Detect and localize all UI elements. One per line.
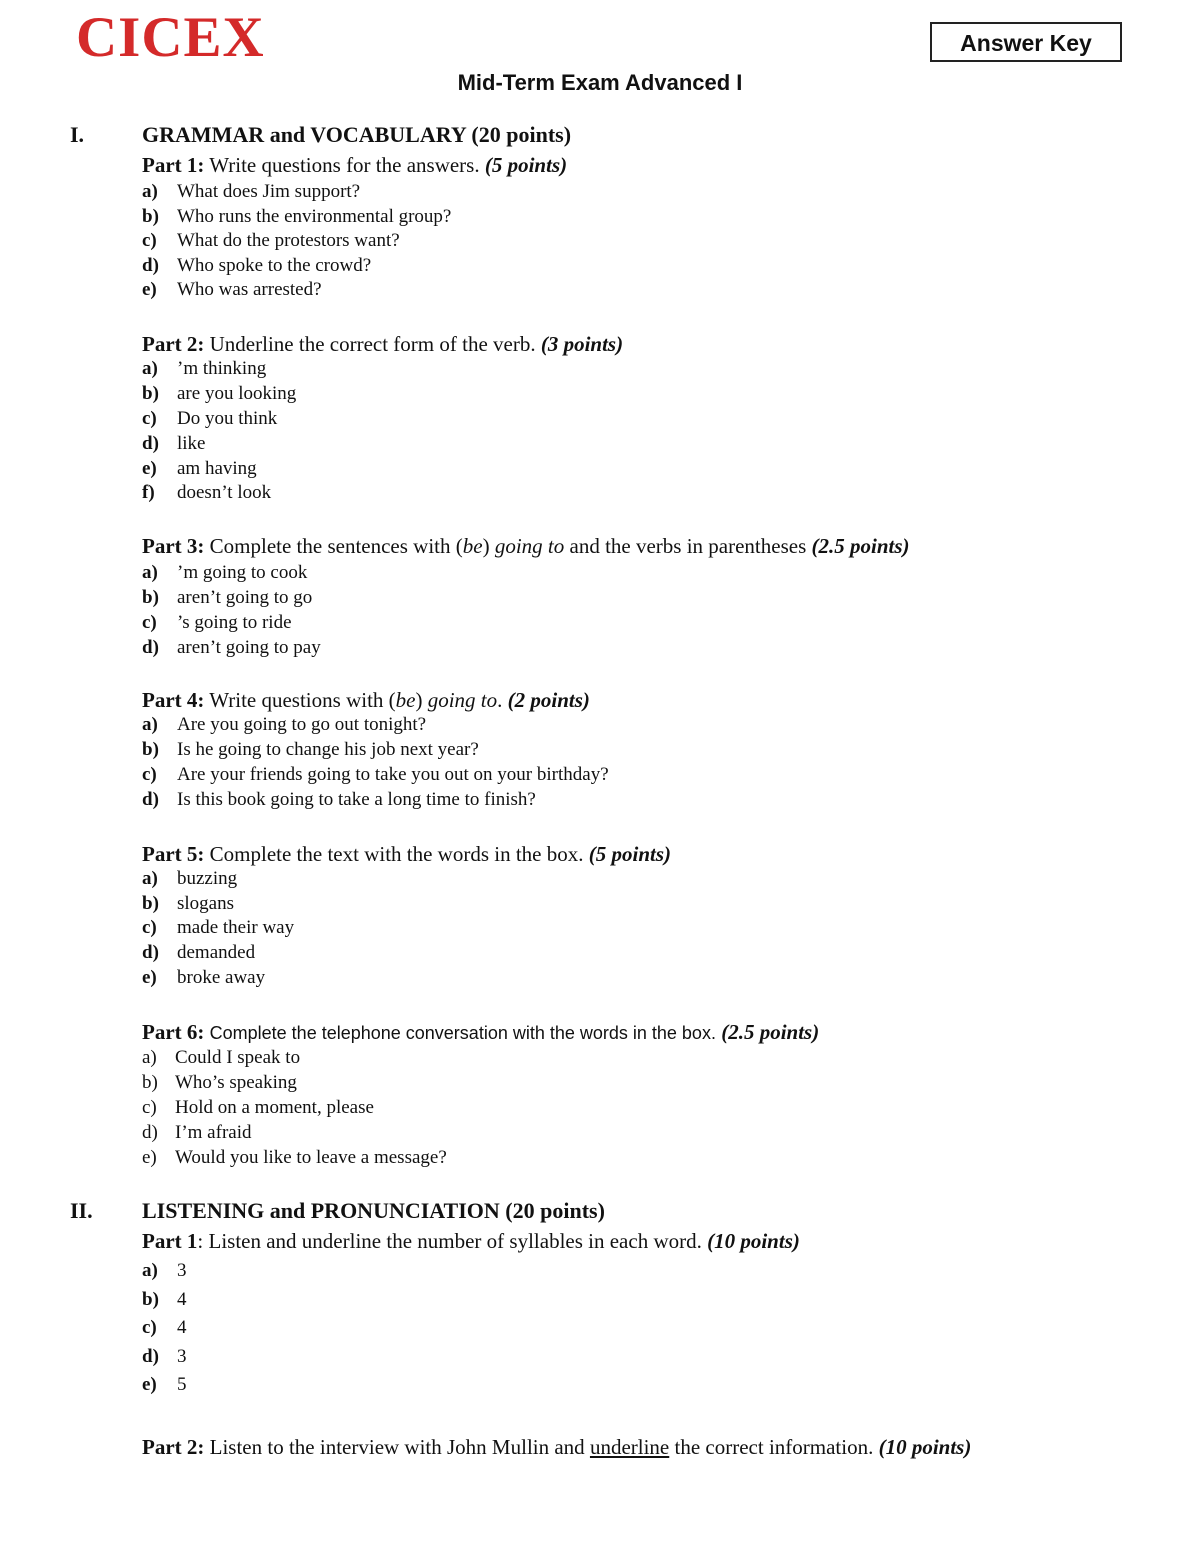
part-3-answers bbox=[142, 561, 321, 660]
answer-item bbox=[142, 431, 296, 456]
answer-letter: e) bbox=[142, 1146, 157, 1168]
answer-letter: a) bbox=[142, 1260, 158, 1282]
part-label: Part 4: bbox=[142, 688, 205, 712]
answer-letter: c) bbox=[142, 611, 157, 633]
answer-item bbox=[142, 763, 609, 788]
part-label: Part 3: bbox=[142, 534, 205, 558]
answer-letter: b) bbox=[142, 383, 159, 405]
answer-text: ’m thinking bbox=[177, 358, 267, 380]
answer-text: buzzing bbox=[177, 868, 238, 890]
answer-text: What does Jim support? bbox=[177, 181, 361, 203]
answer-text: Who runs the environmental group? bbox=[177, 205, 452, 227]
answer-item bbox=[142, 635, 321, 660]
answer-text: Do you think bbox=[177, 407, 278, 429]
answer-text: Is this book going to take a long time to finish? bbox=[177, 788, 536, 810]
part-instruction: Listen to the interview with John Mullin and bbox=[209, 1435, 585, 1459]
listening-part-1-heading bbox=[142, 1226, 800, 1256]
part-4-heading bbox=[142, 685, 590, 715]
answer-text: like bbox=[177, 432, 206, 454]
answer-item bbox=[142, 1120, 447, 1145]
answer-item bbox=[142, 382, 296, 407]
answer-item bbox=[142, 1286, 187, 1315]
part-6-answers bbox=[142, 1045, 447, 1170]
part-5-answers bbox=[142, 867, 294, 990]
answer-letter: e) bbox=[142, 1374, 157, 1396]
answer-letter: d) bbox=[142, 254, 159, 276]
section-1-number: I. bbox=[70, 122, 85, 147]
answer-item bbox=[142, 1314, 187, 1343]
part-instruction-rest: and the verbs in parentheses bbox=[569, 534, 807, 558]
answer-item bbox=[142, 1343, 187, 1372]
answer-item bbox=[142, 1257, 187, 1286]
part-3-heading bbox=[142, 531, 910, 561]
answer-text: Who spoke to the crowd? bbox=[177, 254, 372, 276]
answer-item bbox=[142, 561, 321, 586]
part-instruction-paren: ) bbox=[482, 534, 490, 558]
answer-letter: d) bbox=[142, 432, 159, 454]
part-instruction: Complete the sentences with ( bbox=[209, 534, 463, 558]
answer-item bbox=[142, 965, 294, 990]
answer-item bbox=[142, 180, 451, 205]
answer-letter: e) bbox=[142, 279, 157, 301]
answer-item bbox=[142, 481, 296, 506]
answer-item bbox=[142, 357, 296, 382]
part-label: Part 5: bbox=[142, 842, 205, 866]
answer-text: Could I speak to bbox=[175, 1046, 301, 1068]
answer-letter: c) bbox=[142, 407, 157, 429]
answer-text: slogans bbox=[177, 892, 234, 914]
part-instruction-be: be bbox=[462, 534, 483, 558]
part-instruction: Complete the text with the words in the box. bbox=[209, 842, 584, 866]
answer-item bbox=[142, 229, 451, 254]
answer-item bbox=[142, 1371, 187, 1400]
answer-letter: d) bbox=[142, 788, 159, 810]
answer-letter: a) bbox=[142, 868, 158, 890]
answer-item bbox=[142, 1070, 447, 1095]
section-1-title: GRAMMAR and VOCABULARY (20 points) bbox=[142, 122, 572, 147]
answer-text: I’m afraid bbox=[175, 1121, 252, 1143]
answer-item bbox=[142, 713, 609, 738]
answer-item bbox=[142, 456, 296, 481]
part-instruction-going-to: going to bbox=[427, 688, 498, 712]
answer-letter: c) bbox=[142, 763, 157, 785]
section-2-title: LISTENING and PRONUNCIATION (20 points) bbox=[142, 1198, 605, 1223]
answer-letter: b) bbox=[142, 587, 159, 609]
answer-text: Is he going to change his job next year? bbox=[177, 739, 479, 761]
answer-item bbox=[142, 254, 451, 279]
answer-letter: d) bbox=[142, 1121, 158, 1143]
part-1-heading bbox=[142, 150, 567, 180]
answer-letter: c) bbox=[142, 917, 157, 939]
part-1-answers bbox=[142, 180, 451, 303]
answer-letter: e) bbox=[142, 457, 157, 479]
part-points: (10 points) bbox=[878, 1435, 972, 1459]
answer-text: Are your friends going to take you out on your birthday? bbox=[177, 763, 609, 785]
answer-item bbox=[142, 407, 296, 432]
listening-part-2-heading bbox=[142, 1432, 971, 1462]
answer-item bbox=[142, 611, 321, 636]
part-instruction-rest: the correct information. bbox=[674, 1435, 874, 1459]
answer-letter: b) bbox=[142, 1071, 158, 1093]
answer-text: Are you going to go out tonight? bbox=[177, 714, 427, 736]
part-label: Part 2: bbox=[142, 332, 205, 356]
answer-letter: a) bbox=[142, 181, 158, 203]
answer-letter: b) bbox=[142, 205, 159, 227]
answer-letter: c) bbox=[142, 230, 157, 252]
answer-item bbox=[142, 738, 609, 763]
answer-text: 5 bbox=[177, 1374, 187, 1396]
answer-letter: b) bbox=[142, 739, 159, 761]
part-label: Part 1 bbox=[142, 1229, 198, 1253]
answer-text: are you looking bbox=[177, 383, 297, 405]
answer-text: What do the protestors want? bbox=[177, 230, 400, 252]
part-instruction: Write questions with ( bbox=[209, 688, 396, 712]
answer-letter: c) bbox=[142, 1096, 157, 1118]
section-2-number: II. bbox=[70, 1198, 93, 1223]
answer-item bbox=[142, 941, 294, 966]
part-5-heading bbox=[142, 839, 671, 869]
part-instruction-underline: underline bbox=[589, 1435, 670, 1459]
part-label: Part 2: bbox=[142, 1435, 205, 1459]
answer-text: am having bbox=[177, 457, 257, 479]
answer-item bbox=[142, 892, 294, 917]
answer-text: 3 bbox=[177, 1345, 187, 1367]
answer-item bbox=[142, 1145, 447, 1170]
listening-part-1-answers bbox=[142, 1257, 187, 1400]
answer-letter: d) bbox=[142, 636, 159, 658]
part-points: (5 points) bbox=[484, 153, 568, 177]
answer-letter: f) bbox=[142, 482, 155, 504]
part-instruction: Complete the telephone conversation with the words in the box. bbox=[209, 1023, 716, 1043]
part-points: (2.5 points) bbox=[811, 534, 910, 558]
answer-text: 3 bbox=[177, 1260, 187, 1282]
answer-text: Who’s speaking bbox=[175, 1071, 297, 1093]
answer-text: 4 bbox=[177, 1317, 187, 1339]
answer-text: Who was arrested? bbox=[177, 279, 322, 301]
page-title: Mid-Term Exam Advanced I bbox=[457, 70, 743, 95]
part-points: (2.5 points) bbox=[721, 1020, 820, 1044]
part-label: Part 6: bbox=[142, 1020, 205, 1044]
answer-item bbox=[142, 916, 294, 941]
part-label: Part 1: bbox=[142, 153, 205, 177]
answer-letter: d) bbox=[142, 1345, 159, 1367]
answer-item bbox=[142, 278, 451, 303]
answer-letter: a) bbox=[142, 358, 158, 380]
answer-letter: a) bbox=[142, 1046, 157, 1068]
answer-letter: e) bbox=[142, 966, 157, 988]
answer-text: Hold on a moment, please bbox=[175, 1096, 374, 1118]
part-instruction-be: be bbox=[395, 688, 416, 712]
answer-letter: d) bbox=[142, 942, 159, 964]
part-instruction: Write questions for the answers. bbox=[209, 153, 480, 177]
answer-item bbox=[142, 586, 321, 611]
part-instruction-rest: . bbox=[497, 688, 503, 712]
answer-text: ’m going to cook bbox=[177, 562, 308, 584]
answer-item bbox=[142, 1045, 447, 1070]
answer-letter: a) bbox=[142, 562, 158, 584]
answer-letter: a) bbox=[142, 714, 158, 736]
part-instruction-paren: ) bbox=[415, 688, 423, 712]
answer-text: aren’t going to go bbox=[177, 587, 313, 609]
answer-text: 4 bbox=[177, 1288, 187, 1310]
part-points: (5 points) bbox=[588, 842, 672, 866]
part-points: (2 points) bbox=[507, 688, 590, 712]
answer-item bbox=[142, 787, 609, 812]
answer-letter: b) bbox=[142, 1288, 159, 1310]
part-instruction-going-to: going to bbox=[494, 534, 565, 558]
part-2-heading bbox=[142, 329, 623, 359]
answer-text: doesn’t look bbox=[177, 482, 272, 504]
answer-text: ’s going to ride bbox=[177, 611, 292, 633]
answer-text: broke away bbox=[177, 966, 266, 988]
part-instruction: Underline the correct form of the verb. bbox=[209, 332, 536, 356]
part-points: (3 points) bbox=[540, 332, 624, 356]
answer-letter: c) bbox=[142, 1317, 157, 1339]
answer-text: Would you like to leave a message? bbox=[175, 1146, 447, 1168]
answer-text: made their way bbox=[177, 917, 295, 939]
part-points: (10 points) bbox=[707, 1229, 800, 1253]
answer-text: demanded bbox=[177, 942, 256, 964]
part-6-heading bbox=[142, 1017, 819, 1048]
part-2-answers bbox=[142, 357, 296, 506]
answer-item bbox=[142, 867, 294, 892]
answer-letter: b) bbox=[142, 892, 159, 914]
answer-item bbox=[142, 205, 451, 230]
answer-item bbox=[142, 1095, 447, 1120]
part-instruction: : Listen and underline the number of syllables in each word. bbox=[197, 1229, 702, 1253]
part-4-answers bbox=[142, 713, 609, 812]
answer-key-box: Answer Key bbox=[930, 22, 1122, 62]
cicex-logo: CICEX bbox=[76, 6, 265, 69]
answer-text: aren’t going to pay bbox=[177, 636, 321, 658]
